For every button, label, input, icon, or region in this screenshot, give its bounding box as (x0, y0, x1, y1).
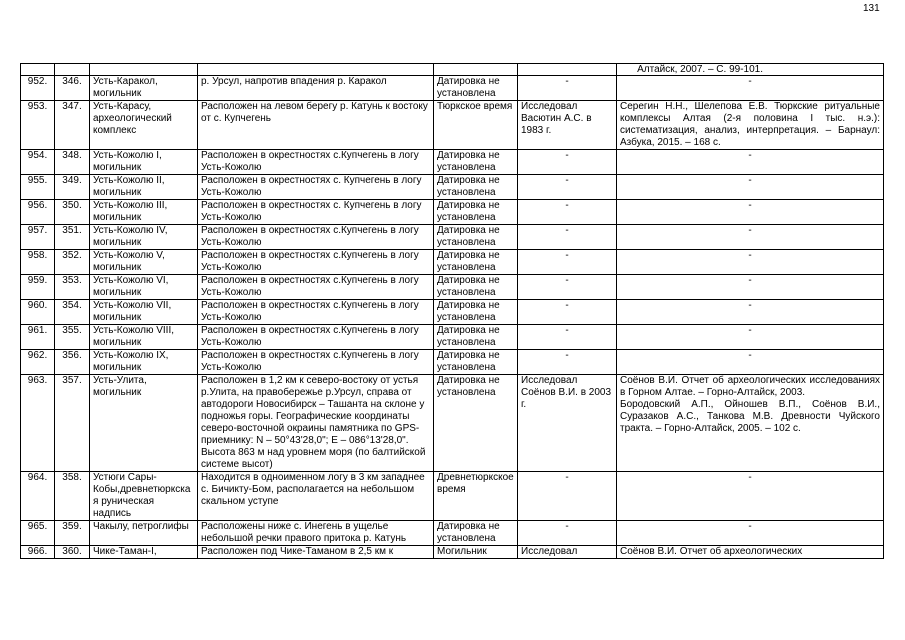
table-row-continued (21, 64, 884, 76)
source-cell (617, 101, 884, 150)
source-entry: - (748, 225, 752, 236)
monuments-table (20, 63, 884, 559)
source-entry: - (748, 150, 752, 161)
research-cell: - (518, 325, 617, 350)
table-row (21, 101, 884, 150)
row-number-cell: 954. (21, 150, 55, 175)
research-cell: - (518, 472, 617, 521)
source-cell: Алтайск, 2007. – С. 99-101. (617, 64, 884, 76)
location-cell: Расположен в окрестностях с.Купчегень в логу Усть-Кожолю (198, 150, 434, 175)
source-cell (617, 225, 884, 250)
source-entry: Соёнов В.И. Отчет об археологических исследованиях в Горном Алтае. – Горно-Алтайск, 2003. (620, 375, 880, 398)
dating-cell: Датировка не установлена (434, 225, 518, 250)
source-cell (617, 175, 884, 200)
research-cell: - (518, 350, 617, 375)
source-cell (617, 200, 884, 225)
monument-name-cell: Усть-Кожолю III, могильник (90, 200, 198, 225)
location-cell: Расположен на левом берегу р. Катунь к востоку от с. Купчегень (198, 101, 434, 150)
table-row (21, 200, 884, 225)
source-cell (617, 150, 884, 175)
source-cell (617, 300, 884, 325)
district-number-cell: 346. (55, 76, 90, 101)
dating-cell: Датировка не установлена (434, 521, 518, 546)
location-cell: Расположен под Чике-Таманом в 2,5 км к (198, 546, 434, 559)
source-entry: - (748, 76, 752, 87)
location-cell: Расположен в окрестностях с.Купчегень в логу Усть-Кожолю (198, 225, 434, 250)
location-cell: Расположен в окрестностях с. Купчегень в логу Усть-Кожолю (198, 200, 434, 225)
table-row (21, 350, 884, 375)
location-cell: р. Урсул, напротив впадения р. Каракол (198, 76, 434, 101)
row-number-cell: 958. (21, 250, 55, 275)
source-entry: - (748, 250, 752, 261)
source-entry: Серегин Н.Н., Шелепова Е.В. Тюркские ритуальные комплексы Алтая (2-я половина I тыс. н.э.): систематизация, анализ, интерпретация. – Барнаул: Азбука, 2015. – 168 с. (620, 101, 880, 148)
dating-cell: Датировка не установлена (434, 250, 518, 275)
research-cell: - (518, 225, 617, 250)
table-row (21, 175, 884, 200)
monument-name-cell: Усть-Кожолю IX, могильник (90, 350, 198, 375)
monument-name-cell: Усть-Кожолю V, могильник (90, 250, 198, 275)
source-entry: - (748, 275, 752, 286)
monument-name-cell: Устюги Сары-Кобы,древнетюркская руническая надпись (90, 472, 198, 521)
source-cell (617, 472, 884, 521)
location-cell: Расположен в 1,2 км к северо-востоку от устья р.Улита, на правобережье р.Урсул, справа от автодороги Новосибирск – Ташанта на склоне у подножья горы. Географические координаты северо-восточной окраины памятника по GPS-приемнику: N – 50°43'28,0"; E – 086°13'28,0". Высота 863 м над уровнем моря (по балтийской системе высот) (198, 375, 434, 472)
row-number-cell: 960. (21, 300, 55, 325)
monument-name-cell: Усть-Кожолю IV, могильник (90, 225, 198, 250)
research-cell: Исследовал Васютин А.С. в 1983 г. (518, 101, 617, 150)
source-cell (617, 350, 884, 375)
row-number-cell: 952. (21, 76, 55, 101)
source-entry: - (748, 325, 752, 336)
district-number-cell: 353. (55, 275, 90, 300)
location-cell: Расположен в окрестностях с.Купчегень в логу Усть-Кожолю (198, 275, 434, 300)
location-cell: Находится в одноименном логу в 3 км западнее с. Бичикту-Бом, располагается на небольшом скальном уступе (198, 472, 434, 521)
research-cell: - (518, 521, 617, 546)
source-cell (617, 76, 884, 101)
table-row (21, 375, 884, 472)
monument-name-cell: Чике-Таман-I, (90, 546, 198, 559)
dating-cell: Датировка не установлена (434, 275, 518, 300)
research-cell: Исследовал (518, 546, 617, 559)
source-entry: - (748, 521, 752, 532)
district-number-cell: 357. (55, 375, 90, 472)
table-row (21, 472, 884, 521)
location-cell: Расположен в окрестностях с.Купчегень в логу Усть-Кожолю (198, 250, 434, 275)
table-row (21, 300, 884, 325)
dating-cell: Датировка не установлена (434, 375, 518, 472)
source-cell (617, 375, 884, 472)
dating-cell: Датировка не установлена (434, 150, 518, 175)
row-number-cell: 955. (21, 175, 55, 200)
table-row (21, 325, 884, 350)
source-cell (617, 275, 884, 300)
dating-cell: Датировка не установлена (434, 175, 518, 200)
dating-cell: Датировка не установлена (434, 300, 518, 325)
source-cell (617, 250, 884, 275)
location-cell: Расположен в окрестностях с. Купчегень в логу Усть-Кожолю (198, 175, 434, 200)
source-cell (617, 521, 884, 546)
dating-cell: Могильник (434, 546, 518, 559)
table-row (21, 521, 884, 546)
district-number-cell: 354. (55, 300, 90, 325)
dating-cell: Датировка не установлена (434, 200, 518, 225)
monument-name-cell: Усть-Кожолю VII, могильник (90, 300, 198, 325)
row-number-cell: 957. (21, 225, 55, 250)
source-entry: - (748, 200, 752, 211)
row-number-cell: 959. (21, 275, 55, 300)
dating-cell: Тюркское время (434, 101, 518, 150)
district-number-cell: 355. (55, 325, 90, 350)
source-entry: - (748, 472, 752, 483)
district-number-cell: 349. (55, 175, 90, 200)
research-cell: - (518, 275, 617, 300)
monument-name-cell: Усть-Кожолю I, могильник (90, 150, 198, 175)
row-number-cell: 963. (21, 375, 55, 472)
source-entry: - (748, 300, 752, 311)
research-cell: - (518, 76, 617, 101)
source-cell (617, 325, 884, 350)
table-row (21, 76, 884, 101)
monument-name-cell: Усть-Улита, могильник (90, 375, 198, 472)
row-number-cell: 965. (21, 521, 55, 546)
district-number-cell: 348. (55, 150, 90, 175)
source-entry: - (748, 350, 752, 361)
table-row (21, 250, 884, 275)
location-cell: Расположен в окрестностях с.Купчегень в логу Усть-Кожолю (198, 350, 434, 375)
district-number-cell: 360. (55, 546, 90, 559)
research-cell: - (518, 200, 617, 225)
table-row (21, 275, 884, 300)
district-number-cell: 356. (55, 350, 90, 375)
district-number-cell: 347. (55, 101, 90, 150)
district-number-cell: 350. (55, 200, 90, 225)
research-cell: - (518, 300, 617, 325)
research-cell: - (518, 175, 617, 200)
research-cell: - (518, 250, 617, 275)
row-number-cell: 964. (21, 472, 55, 521)
district-number-cell: 358. (55, 472, 90, 521)
monument-name-cell: Усть-Каракол, могильник (90, 76, 198, 101)
dating-cell: Датировка не установлена (434, 350, 518, 375)
monument-name-cell: Усть-Кожолю II, могильник (90, 175, 198, 200)
dating-cell: Датировка не установлена (434, 325, 518, 350)
location-cell: Расположен в окрестностях с.Купчегень в логу Усть-Кожолю (198, 325, 434, 350)
research-cell: - (518, 150, 617, 175)
row-number-cell: 953. (21, 101, 55, 150)
district-number-cell: 351. (55, 225, 90, 250)
dating-cell: Датировка не установлена (434, 76, 518, 101)
location-cell: Расположены ниже с. Инегень в ущелье небольшой речки правого притока р. Катунь (198, 521, 434, 546)
row-number-cell: 956. (21, 200, 55, 225)
source-entry: - (748, 175, 752, 186)
district-number-cell: 352. (55, 250, 90, 275)
monument-name-cell: Чакылу, петроглифы (90, 521, 198, 546)
table-row (21, 546, 884, 559)
dating-cell: Древнетюркское время (434, 472, 518, 521)
row-number-cell: 962. (21, 350, 55, 375)
table-row (21, 225, 884, 250)
monument-name-cell: Усть-Кожолю VI, могильник (90, 275, 198, 300)
monument-name-cell: Усть-Кожолю VIII, могильник (90, 325, 198, 350)
row-number-cell: 966. (21, 546, 55, 559)
table-row (21, 150, 884, 175)
district-number-cell: 359. (55, 521, 90, 546)
source-entry: Бородовский А.П., Ойношев В.П., Соёнов В.И., Суразаков А.С., Танкова М.В. Древности Чуйского тракта. – Горно-Алтайск, 2005. – 102 с. (620, 399, 880, 434)
monument-name-cell: Усть-Карасу, археологический комплекс (90, 101, 198, 150)
page-number: 131 (863, 3, 880, 14)
source-entry: Соёнов В.И. Отчет об археологических (620, 546, 803, 557)
location-cell: Расположен в окрестностях с.Купчегень в логу Усть-Кожолю (198, 300, 434, 325)
row-number-cell: 961. (21, 325, 55, 350)
research-cell: Исследовал Соёнов В.И. в 2003 г. (518, 375, 617, 472)
source-cell (617, 546, 884, 559)
